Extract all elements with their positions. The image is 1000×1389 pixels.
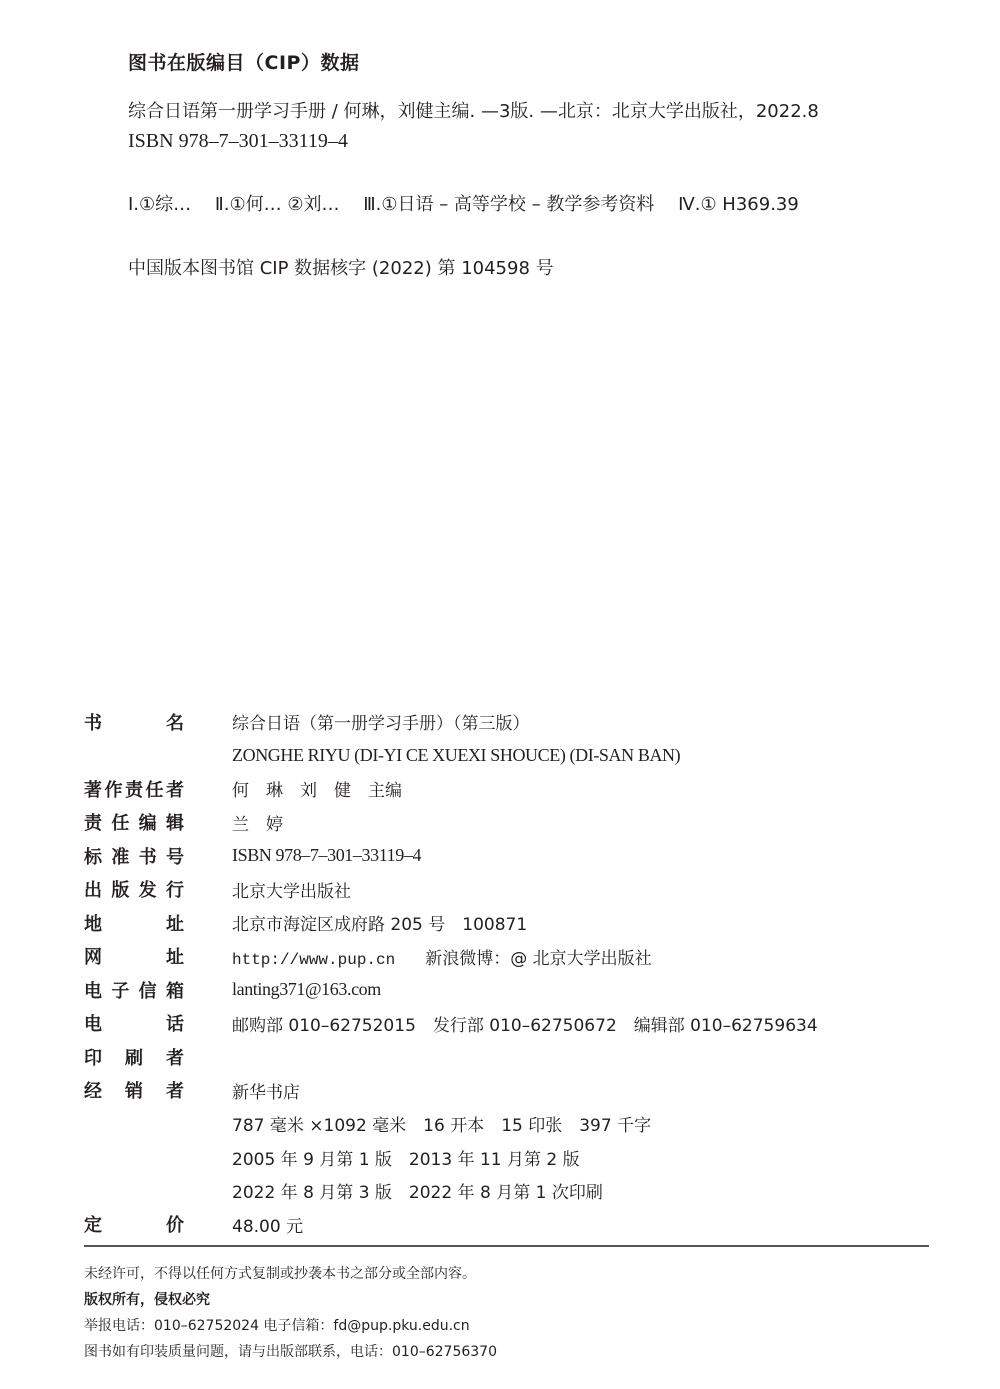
value-distributor: 新华书店 (232, 1082, 300, 1103)
label-book-title: 书 名 (84, 712, 184, 734)
classification-4: Ⅳ.① H369.39 (678, 194, 799, 215)
value-email[interactable]: lanting371@163.com (232, 979, 381, 1000)
cip-line-title: 综合日语第一册学习手册 / 何琳，刘健主编. —3版. —北京：北京大学出版社，2022.8 (128, 101, 819, 122)
row-email (84, 973, 934, 1007)
website-link[interactable]: http://www.pup.cn (232, 950, 396, 969)
label-printer: 印 刷 者 (84, 1047, 184, 1069)
classification-3: Ⅲ.①日语 – 高等学校 – 教学参考资料 (363, 194, 655, 215)
row-format (84, 1107, 934, 1141)
footer-report: 举报电话：010–62752024 电子信箱：fd@pup.pku.edu.cn (84, 1318, 470, 1334)
row-isbn (84, 839, 934, 873)
divider (84, 1245, 929, 1247)
value-publisher: 北京大学出版社 (232, 881, 351, 902)
label-price: 定 价 (84, 1215, 184, 1237)
footer-rights: 版权所有，侵权必究 (84, 1292, 210, 1308)
footer (84, 1261, 497, 1365)
value-isbn: ISBN 978–7–301–33119–4 (232, 845, 422, 866)
row-editions (84, 1141, 934, 1175)
row-phone (84, 1007, 934, 1041)
label-distributor: 经 销 者 (84, 1081, 184, 1103)
row-editor (84, 806, 934, 840)
label-phone: 电 话 (84, 1014, 184, 1036)
label-editor: 责 任 编 辑 (84, 813, 184, 835)
footer-quality: 图书如有印装质量问题，请与出版部联系，电话：010–62756370 (84, 1344, 497, 1360)
value-price: 48.00 元 (232, 1216, 304, 1237)
footer-notice: 未经许可，不得以任何方式复制或抄袭本书之部分或全部内容。 (84, 1266, 476, 1282)
classification-2: Ⅱ.①何… ②刘… (214, 194, 340, 215)
label-email: 电 子 信 箱 (84, 980, 184, 1002)
value-book-title-pinyin: ZONGHE RIYU (DI-YI CE XUEXI SHOUCE) (DI-SAN BAN) (232, 744, 681, 765)
value-address: 北京市海淀区成府路 205 号 100871 (232, 915, 528, 936)
value-editor: 兰 婷 (232, 814, 283, 835)
value-format: 787 毫米 ×1092 毫米 16 开本 15 印张 397 千字 (232, 1116, 652, 1137)
row-distributor (84, 1074, 934, 1108)
value-printing: 2022 年 8 月第 3 版 2022 年 8 月第 1 次印刷 (232, 1183, 603, 1204)
row-publisher (84, 873, 934, 907)
value-phone: 邮购部 010–62752015 发行部 010–62750672 编辑部 010–62759634 (232, 1015, 818, 1036)
value-editions: 2005 年 9 月第 1 版 2013 年 11 月第 2 版 (232, 1149, 580, 1170)
row-printer (84, 1040, 934, 1074)
row-website (84, 940, 934, 974)
cip-classification (128, 190, 817, 216)
label-address: 地 址 (84, 913, 184, 935)
cip-record: 中国版本图书馆 CIP 数据核字 (2022) 第 104598 号 (128, 258, 554, 279)
classification-1: Ⅰ.①综… (128, 194, 192, 215)
cip-title: 图书在版编目（CIP）数据 (128, 52, 360, 74)
row-book-title-pinyin (84, 739, 934, 773)
weibo-handle: 新浪微博：@ 北京大学出版社 (425, 948, 652, 969)
row-price (84, 1208, 934, 1242)
label-website: 网 址 (84, 947, 184, 969)
row-book-title (84, 705, 934, 739)
label-isbn: 标 准 书 号 (84, 846, 184, 868)
value-authors: 何 琳 刘 健 主编 (232, 781, 402, 802)
label-publisher: 出 版 发 行 (84, 880, 184, 902)
row-address (84, 906, 934, 940)
row-printing (84, 1174, 934, 1208)
row-authors (84, 772, 934, 806)
value-book-title: 综合日语（第一册学习手册）（第三版） (232, 714, 530, 735)
value-website (232, 944, 652, 969)
label-authors: 著 作 责 任 者 (84, 779, 184, 801)
cip-line-isbn: ISBN 978–7–301–33119–4 (128, 130, 348, 152)
colophon (84, 705, 934, 1241)
